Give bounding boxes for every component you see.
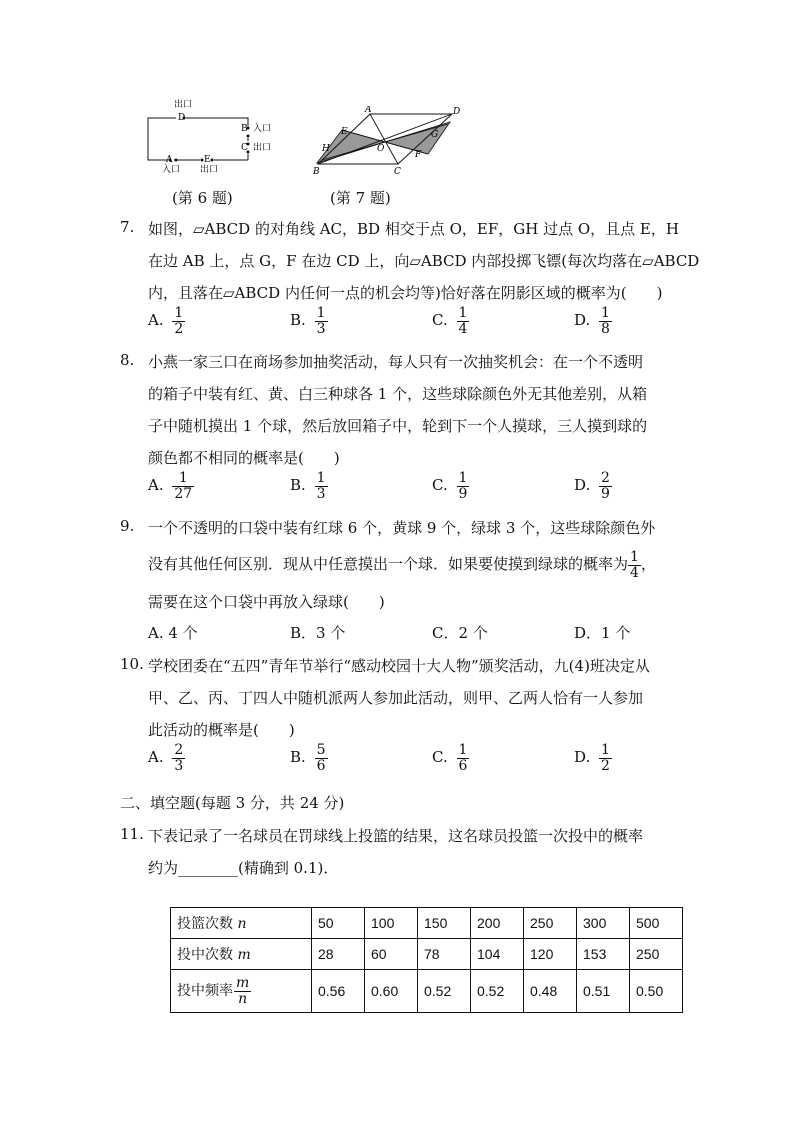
option-fraction [599,306,612,336]
question-9-line-2-end: ， [640,555,656,574]
figure-7-caption: (第 7 题) [330,189,391,207]
question-10-option-a[interactable] [148,743,185,773]
question-8-line-1: 小燕一家三口在商场参加抽奖活动，每人只有一次抽奖机会：在一个不透明 [148,353,644,371]
table-cell: 200 [471,908,524,939]
fraction-numerator: 2 [174,742,184,758]
question-10-option-c[interactable] [432,743,469,773]
fraction-numerator: 1 [172,471,194,487]
table-row [171,908,683,939]
option-letter: C. [432,476,448,495]
table-cell: 60 [365,939,418,970]
fig7-point-h-label: H [322,144,330,154]
table-cell: 0.48 [524,970,577,1013]
fraction-numerator: m [236,974,250,991]
question-9-option-a[interactable]: A. 4 个 [148,624,198,642]
table-cell: 0.52 [418,970,471,1013]
option-letter: A. [148,311,164,330]
question-7-line-3: 内，且落在▱ABCD 内任何一点的机会均等)恰好落在阴影区域的概率为( ) [148,284,663,302]
table-cell: 78 [418,939,471,970]
table-cell: 100 [365,908,418,939]
fig7-point-o-label: O [377,144,385,154]
row-header-fraction [234,976,251,1006]
question-9-line-3: 需要在这个口袋中再放入绿球( ) [148,593,385,611]
question-10-line-1: 学校团委在“五四”青年节举行“感动校园十大人物”颁奖活动，九(4)班决定从 [148,657,650,675]
question-9-line-2 [148,550,656,580]
question-9-line-2-text: 没有其他任何区别．现从中任意摸出一个球．如果要使摸到绿球的概率为 [148,555,629,574]
fig6-exit-top-label: 出口 [174,100,193,110]
option-fraction [315,471,328,501]
fraction-denominator: 9 [601,485,610,502]
fraction-numerator: 5 [316,742,326,758]
figure-6-diagram [140,96,290,176]
table-cell: 150 [418,908,471,939]
fig7-point-c-label: C [394,167,401,177]
fig7-point-d-label: D [453,107,461,117]
fig6-point-a-label: A [166,155,173,165]
option-letter: B. [290,476,306,495]
table-cell: 50 [312,908,365,939]
question-11-line-2 [148,857,338,878]
question-7-number: 7. [120,218,135,236]
question-8-number: 8. [120,351,135,369]
fraction-denominator: 6 [458,757,468,774]
table-cell: 500 [630,908,683,939]
question-7-line-1: 如图，▱ABCD 的对角线 AC，BD 相交于点 O，EF，GH 过点 O，且点 E，H [148,220,679,238]
question-10-option-d[interactable] [574,743,612,773]
fraction-numerator: 1 [601,305,610,321]
row-header-label: 投篮次数 [177,916,233,932]
option-letter: D. [574,476,591,495]
option-fraction [599,743,612,773]
table-cell: 250 [630,939,683,970]
question-9-option-c[interactable]: C．2 个 [432,624,488,642]
question-11-number: 11. [120,825,144,843]
fraction-denominator: 9 [458,485,468,502]
fraction-denominator: 6 [316,757,326,774]
table-cell: 250 [524,908,577,939]
question-7-option-d[interactable] [574,306,612,336]
figure-6-caption: (第 6 题) [172,189,233,207]
option-fraction [457,743,470,773]
fraction-denominator: n [238,990,248,1007]
fig7-point-f-label: F [415,150,422,160]
fraction-denominator: 27 [174,485,193,502]
question-8-line-2: 的箱子中装有红、黄、白三种球各 1 个，这些球除颜色外无其他差别，从箱 [148,385,648,403]
fraction-denominator: 3 [316,320,326,337]
table-cell: 153 [577,939,630,970]
fig6-entry-right-label: 入口 [253,124,272,134]
question-10-option-b[interactable] [290,743,328,773]
table-cell: 0.51 [577,970,630,1013]
row-header [171,939,312,970]
table-row [171,970,683,1013]
fraction-numerator: 1 [601,742,610,758]
figure-7-diagram [310,106,470,182]
fig6-point-b-label: B [241,124,248,134]
option-letter: B. [290,748,306,767]
table-row [171,939,683,970]
question-9-option-b[interactable]: B．3 个 [290,624,346,642]
table-cell: 0.52 [471,970,524,1013]
fraction-denominator: 4 [630,564,639,581]
question-9-line-1: 一个不透明的口袋中装有红球 6 个，黄球 9 个，绿球 3 个，这些球除颜色外 [148,519,656,537]
option-fraction [172,471,194,501]
question-11-line-1: 下表记录了一名球员在罚球线上投篮的结果，这名球员投篮一次投中的概率 [148,827,644,845]
question-10-line-2: 甲、乙、丙、丁四人中随机派两人参加此活动，则甲、乙两人恰有一人参加 [148,689,644,707]
option-letter: A. [148,748,164,767]
fig6-exit-right-label: 出口 [253,143,272,153]
question-9-option-d[interactable]: D．1 个 [574,624,631,642]
option-letter: B. [290,311,306,330]
option-letter: D. [574,748,591,767]
question-8-line-3: 子中随机摸出 1 个球，然后放回箱子中，轮到下一个人摸球，三人摸到球的 [148,417,648,435]
fraction-numerator: 1 [316,470,326,486]
option-fraction [315,306,328,336]
row-header-var: m [237,947,251,963]
fraction-denominator: 4 [458,320,468,337]
table-cell: 0.56 [312,970,365,1013]
row-header-label: 投中次数 [177,947,233,963]
question-9-fraction [628,550,641,580]
option-fraction [172,306,185,336]
shooting-results-table [170,907,683,1013]
question-8-option-c[interactable] [432,471,469,501]
fraction-denominator: 2 [174,320,184,337]
table-cell: 28 [312,939,365,970]
fraction-numerator: 2 [601,470,610,486]
option-fraction [599,471,612,501]
option-letter: D. [574,311,591,330]
row-header [171,970,312,1013]
fig7-point-g-label: G [431,130,439,140]
question-9-number: 9. [120,517,135,535]
fraction-numerator: 1 [458,742,468,758]
question-10-number: 10. [120,655,144,673]
fraction-numerator: 1 [174,305,184,321]
question-8-option-b[interactable] [290,471,328,501]
fig7-point-b-label: B [313,167,320,177]
option-fraction [457,471,470,501]
question-8-line-4: 颜色都不相同的概率是( ) [148,449,340,467]
option-fraction [172,743,185,773]
fig7-point-e-label: E [341,127,348,137]
row-header-label: 投中频率 [177,983,233,999]
question-11-line-2-text: 约为 [148,859,179,877]
fraction-numerator: 1 [630,549,639,565]
table-cell: 0.50 [630,970,683,1013]
question-7-line-2: 在边 AB 上，点 G，F 在边 CD 上，向▱ABCD 内部投掷飞镖(每次均落在▱ABCD [148,252,700,270]
fraction-numerator: 1 [458,305,468,321]
table-cell: 300 [577,908,630,939]
question-8-option-d[interactable] [574,471,612,501]
option-letter: A. [148,476,164,495]
fraction-numerator: 1 [458,470,468,486]
table-cell: 0.60 [365,970,418,1013]
table-cell: 120 [524,939,577,970]
row-header-var: n [237,916,247,932]
fraction-denominator: 3 [174,757,184,774]
question-7-option-a[interactable] [148,306,185,336]
option-fraction [457,306,470,336]
fraction-denominator: 3 [316,485,326,502]
option-fraction [315,743,328,773]
fig6-entry-bottom-label: 入口 [162,165,181,175]
row-header [171,908,312,939]
question-8-option-a[interactable] [148,471,194,501]
fig6-point-d-label: D [178,113,186,123]
question-11-line-2-end: (精确到 0.1)． [238,859,339,877]
fraction-denominator: 8 [601,320,610,337]
fraction-denominator: 2 [601,757,610,774]
fig6-point-e-label: E [204,155,211,165]
answer-blank[interactable]: ________ [178,859,239,877]
question-10-line-3: 此活动的概率是( ) [148,721,295,739]
option-letter: C. [432,748,448,767]
table-cell: 104 [471,939,524,970]
section-2-title: 二、填空题(每题 3 分，共 24 分) [120,794,345,812]
fraction-numerator: 1 [316,305,326,321]
question-7-option-b[interactable] [290,306,328,336]
fig6-point-c-label: C [241,143,248,153]
question-7-option-c[interactable] [432,306,469,336]
option-letter: C. [432,311,448,330]
fig6-exit-bottom-label: 出口 [200,165,219,175]
fig7-point-a-label: A [365,106,372,115]
